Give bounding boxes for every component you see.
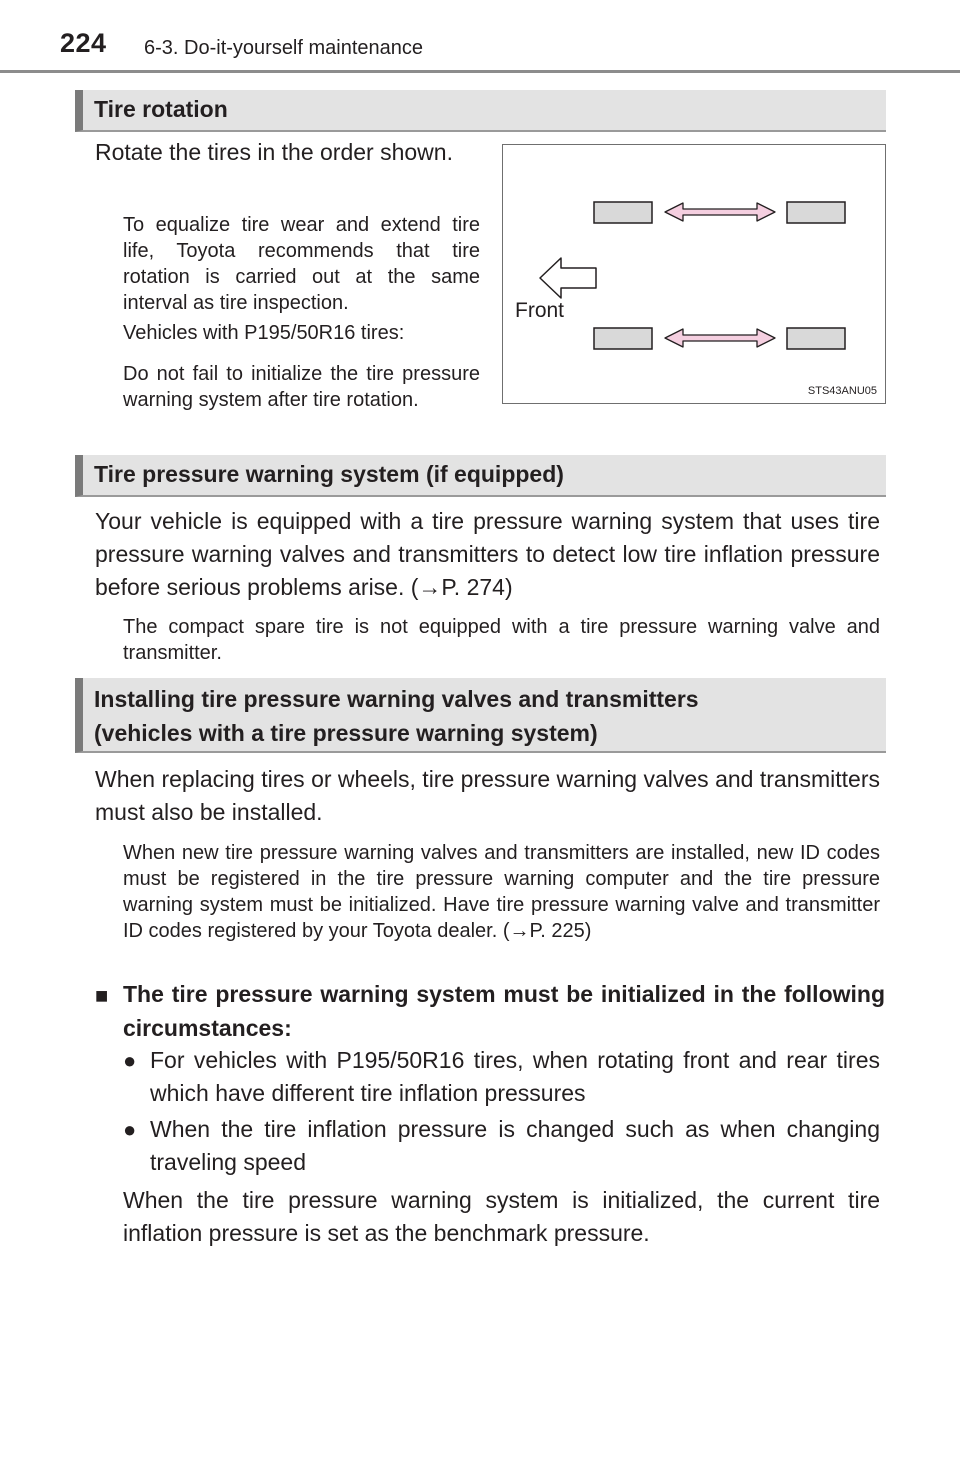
list-item: [123, 1113, 880, 1179]
initialize-subheading: [95, 977, 885, 1045]
tire-rear-right: [787, 328, 845, 349]
tire-rotation-note-equalize: To equalize tire wear and extend tire life, Toyota recommends that tire rotation is carried out at the same interval as tire inspection.: [123, 214, 480, 314]
installing-body: When replacing tires or wheels, tire pressure warning valves and transmitters must also be installed.: [95, 766, 880, 825]
installing-heading-line1: Installing tire pressure warning valves and transmitters: [94, 686, 699, 712]
swap-arrow-right-side: [665, 329, 775, 347]
tpws-note-compact-spare: The compact spare tire is not equipped with a tire pressure warning valve and transmitter.: [123, 616, 880, 664]
tire-rotation-note-initialize: Do not fail to initialize the tire pressure warning system after tire rotation.: [123, 363, 480, 411]
chapter-title: 6-3. Do-it-yourself maintenance: [144, 37, 424, 59]
header-rule: [0, 70, 960, 73]
page-header: [0, 0, 960, 74]
list-item-text: For vehicles with P195/50R16 tires, when rotating front and rear tires which have different tire inflation pressures: [150, 1047, 880, 1106]
tire-rotation-intro: Rotate the tires in the order shown.: [95, 139, 453, 165]
figure-code: STS43ANU05: [807, 385, 877, 397]
tire-rotation-note-vehicles: Vehicles with P195/50R16 tires:: [123, 322, 405, 344]
front-direction-arrow: [540, 258, 596, 298]
tire-rotation-diagram: [502, 144, 886, 404]
page-number: 224: [60, 28, 107, 58]
section-heading-tpws: Tire pressure warning system (if equipped): [75, 455, 886, 497]
square-bullet-icon: ■: [95, 983, 109, 1008]
tpws-body: Your vehicle is equipped with a tire pressure warning system that uses tire pressure warning valves and transmitters to detect low tire inflation pressure before serious problems arise. (→P. 274): [95, 508, 880, 600]
round-bullet-icon: ●: [123, 1048, 137, 1073]
round-bullet-icon: ●: [123, 1117, 137, 1142]
installing-heading-line2: (vehicles with a tire pressure warning system): [94, 720, 598, 746]
list-item: [123, 1044, 880, 1110]
section-heading-installing: [75, 678, 886, 753]
list-item-text: When the tire inflation pressure is changed such as when changing traveling speed: [150, 1116, 880, 1175]
tire-rear-left: [787, 202, 845, 223]
tire-rotation-diagram-art: [503, 145, 887, 405]
installing-note: When new tire pressure warning valves and transmitters are installed, new ID codes must be registered in the tire pressure warning computer and the tire pressure warning system must be initialized. Have tire pressure warning valve and transmitter ID codes registered by your Toyota dealer. (→P. 225): [123, 842, 880, 942]
section-heading-tire-rotation: Tire rotation: [75, 90, 886, 132]
tire-front-right: [594, 328, 652, 349]
tire-front-left: [594, 202, 652, 223]
swap-arrow-left-side: [665, 203, 775, 221]
front-label: Front: [515, 299, 565, 322]
initialize-subheading-text: The tire pressure warning system must be initialized in the following circumstances:: [123, 981, 885, 1041]
initialize-closing: When the tire pressure warning system is initialized, the current tire inflation pressure is set as the benchmark pressure.: [123, 1187, 880, 1246]
